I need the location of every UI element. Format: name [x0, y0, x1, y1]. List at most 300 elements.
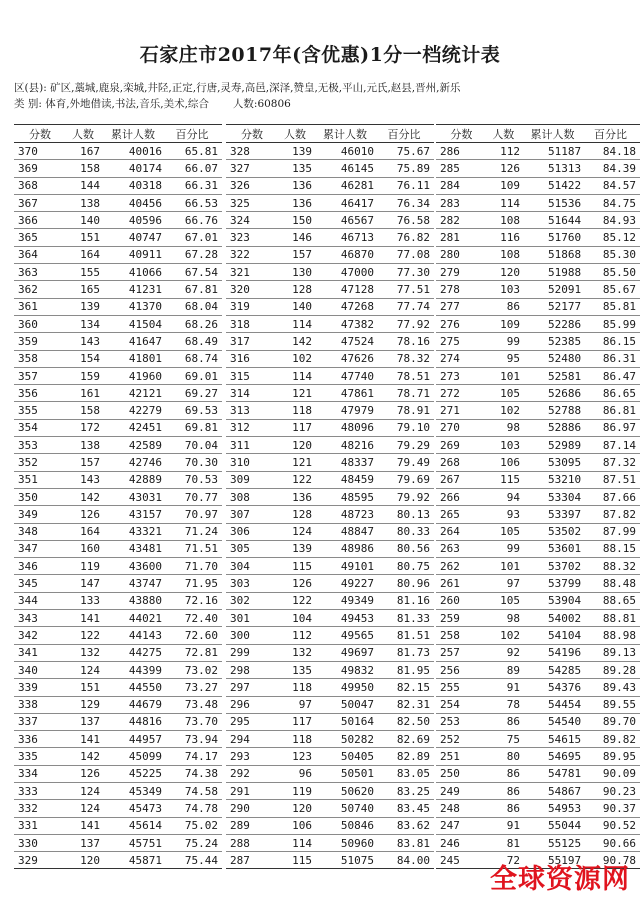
cell-cumulative: 51988: [522, 264, 583, 281]
cell-score: 303: [226, 575, 276, 592]
cell-score: 284: [436, 177, 485, 194]
cell-percent: 70.04: [164, 437, 222, 454]
table-row: [226, 143, 434, 160]
cell-percent: 69.27: [164, 385, 222, 402]
cell-count: 94: [485, 488, 522, 505]
cell-score: 288: [226, 834, 276, 851]
table-row: [436, 782, 640, 799]
cell-count: 140: [64, 212, 102, 229]
cell-score: 262: [436, 558, 485, 575]
cell-score: 348: [14, 523, 64, 540]
cell-score: 272: [436, 385, 485, 402]
cell-count: 119: [64, 558, 102, 575]
cell-score: 292: [226, 765, 276, 782]
cell-cumulative: 49227: [314, 575, 376, 592]
cell-cumulative: 46010: [314, 143, 376, 160]
cell-percent: 79.49: [376, 454, 434, 471]
cell-cumulative: 47524: [314, 333, 376, 350]
header-percent: 百分比: [583, 125, 640, 143]
cell-cumulative: 45871: [102, 852, 164, 869]
cell-count: 142: [64, 748, 102, 765]
cell-percent: 83.05: [376, 765, 434, 782]
cell-percent: 73.27: [164, 679, 222, 696]
cell-percent: 83.62: [376, 817, 434, 834]
cell-count: 102: [485, 627, 522, 644]
cell-score: 325: [226, 194, 276, 211]
cell-count: 137: [64, 834, 102, 851]
table-row: [14, 385, 222, 402]
cell-cumulative: 41231: [102, 281, 164, 298]
cell-percent: 78.32: [376, 350, 434, 367]
cell-cumulative: 52286: [522, 315, 583, 332]
cell-count: 118: [276, 402, 314, 419]
cell-score: 295: [226, 713, 276, 730]
cell-count: 114: [276, 834, 314, 851]
table-row: [226, 229, 434, 246]
score-table-left: [14, 124, 222, 869]
cell-score: 357: [14, 367, 64, 384]
cell-score: 337: [14, 713, 64, 730]
cell-count: 118: [276, 731, 314, 748]
cell-percent: 71.51: [164, 540, 222, 557]
cell-cumulative: 47740: [314, 367, 376, 384]
cell-cumulative: 52989: [522, 437, 583, 454]
cell-score: 329: [14, 852, 64, 869]
cell-percent: 66.53: [164, 194, 222, 211]
cell-percent: 72.60: [164, 627, 222, 644]
table-row: [436, 696, 640, 713]
cell-score: 293: [226, 748, 276, 765]
cell-percent: 66.07: [164, 160, 222, 177]
cell-score: 247: [436, 817, 485, 834]
table-row: [226, 644, 434, 661]
header-cumulative: 累计人数: [314, 125, 376, 143]
cell-percent: 85.67: [583, 281, 640, 298]
cell-score: 245: [436, 852, 485, 869]
cell-percent: 71.24: [164, 523, 222, 540]
cell-cumulative: 52686: [522, 385, 583, 402]
cell-score: 268: [436, 454, 485, 471]
cell-score: 326: [226, 177, 276, 194]
table-row: [226, 385, 434, 402]
cell-count: 105: [485, 385, 522, 402]
table-row: [226, 575, 434, 592]
table-row: [14, 229, 222, 246]
cell-score: 324: [226, 212, 276, 229]
cell-cumulative: 45225: [102, 765, 164, 782]
cell-score: 323: [226, 229, 276, 246]
table-row: [226, 367, 434, 384]
table-row: [436, 437, 640, 454]
cell-percent: 84.57: [583, 177, 640, 194]
cell-cumulative: 54781: [522, 765, 583, 782]
cell-cumulative: 46567: [314, 212, 376, 229]
cell-percent: 77.51: [376, 281, 434, 298]
cell-cumulative: 48723: [314, 506, 376, 523]
cell-cumulative: 50164: [314, 713, 376, 730]
cell-percent: 82.50: [376, 713, 434, 730]
cell-percent: 68.04: [164, 298, 222, 315]
cell-percent: 74.58: [164, 782, 222, 799]
cell-percent: 79.69: [376, 471, 434, 488]
cell-cumulative: 47128: [314, 281, 376, 298]
cell-score: 306: [226, 523, 276, 540]
cell-score: 352: [14, 454, 64, 471]
cell-score: 359: [14, 333, 64, 350]
cell-percent: 78.16: [376, 333, 434, 350]
cell-percent: 90.66: [583, 834, 640, 851]
cell-count: 120: [64, 852, 102, 869]
cell-score: 254: [436, 696, 485, 713]
cell-count: 140: [276, 298, 314, 315]
cell-count: 117: [276, 713, 314, 730]
table-row: [14, 264, 222, 281]
cell-count: 122: [64, 627, 102, 644]
cell-cumulative: 54376: [522, 679, 583, 696]
cell-percent: 89.28: [583, 661, 640, 678]
cell-cumulative: 51313: [522, 160, 583, 177]
cell-percent: 88.65: [583, 592, 640, 609]
cell-score: 258: [436, 627, 485, 644]
cell-cumulative: 44275: [102, 644, 164, 661]
cell-percent: 82.89: [376, 748, 434, 765]
cell-percent: 68.74: [164, 350, 222, 367]
table-row: [436, 592, 640, 609]
cell-cumulative: 46145: [314, 160, 376, 177]
cell-count: 101: [485, 558, 522, 575]
cell-score: 312: [226, 419, 276, 436]
cell-count: 154: [64, 350, 102, 367]
table-row: [226, 488, 434, 505]
cell-cumulative: 54615: [522, 731, 583, 748]
table-row: [226, 160, 434, 177]
cell-cumulative: 43321: [102, 523, 164, 540]
cell-percent: 83.45: [376, 800, 434, 817]
cell-cumulative: 54104: [522, 627, 583, 644]
cell-cumulative: 44816: [102, 713, 164, 730]
cell-count: 172: [64, 419, 102, 436]
table-row: [226, 212, 434, 229]
table-row: [436, 385, 640, 402]
cell-percent: 86.65: [583, 385, 640, 402]
cell-count: 134: [64, 315, 102, 332]
cell-cumulative: 53601: [522, 540, 583, 557]
cell-score: 338: [14, 696, 64, 713]
cell-percent: 76.34: [376, 194, 434, 211]
cell-score: 311: [226, 437, 276, 454]
table-row: [14, 644, 222, 661]
score-table-middle: [226, 124, 434, 869]
header-percent: 百分比: [164, 125, 222, 143]
cell-percent: 89.95: [583, 748, 640, 765]
cell-count: 138: [64, 437, 102, 454]
cell-cumulative: 49832: [314, 661, 376, 678]
table-row: [14, 696, 222, 713]
header-score: 分数: [436, 125, 485, 143]
cell-count: 92: [485, 644, 522, 661]
table-row: [436, 765, 640, 782]
cell-score: 249: [436, 782, 485, 799]
cell-cumulative: 54695: [522, 748, 583, 765]
cell-score: 314: [226, 385, 276, 402]
cell-percent: 72.40: [164, 610, 222, 627]
cell-score: 342: [14, 627, 64, 644]
cell-cumulative: 49101: [314, 558, 376, 575]
cell-count: 157: [276, 246, 314, 263]
table-row: [436, 402, 640, 419]
cell-cumulative: 48337: [314, 454, 376, 471]
cell-percent: 77.92: [376, 315, 434, 332]
cell-score: 285: [436, 160, 485, 177]
cell-score: 299: [226, 644, 276, 661]
table-row: [226, 696, 434, 713]
cell-count: 158: [64, 402, 102, 419]
cell-score: 367: [14, 194, 64, 211]
cell-cumulative: 48096: [314, 419, 376, 436]
cell-score: 255: [436, 679, 485, 696]
cell-cumulative: 52886: [522, 419, 583, 436]
table-row: [436, 194, 640, 211]
cell-score: 309: [226, 471, 276, 488]
header-cumulative: 累计人数: [102, 125, 164, 143]
cell-cumulative: 49565: [314, 627, 376, 644]
cell-score: 363: [14, 264, 64, 281]
cell-count: 124: [64, 661, 102, 678]
cell-score: 364: [14, 246, 64, 263]
cell-score: 274: [436, 350, 485, 367]
cell-score: 300: [226, 627, 276, 644]
cell-count: 155: [64, 264, 102, 281]
cell-cumulative: 51187: [522, 143, 583, 160]
cell-score: 332: [14, 800, 64, 817]
cell-percent: 80.96: [376, 575, 434, 592]
cell-percent: 85.50: [583, 264, 640, 281]
table-row: [14, 523, 222, 540]
cell-count: 98: [485, 610, 522, 627]
cell-score: 271: [436, 402, 485, 419]
cell-cumulative: 53502: [522, 523, 583, 540]
cell-cumulative: 48986: [314, 540, 376, 557]
table-row: [226, 817, 434, 834]
cell-percent: 71.95: [164, 575, 222, 592]
cell-cumulative: 48847: [314, 523, 376, 540]
cell-percent: 87.14: [583, 437, 640, 454]
header-percent: 百分比: [376, 125, 434, 143]
cell-score: 316: [226, 350, 276, 367]
cell-score: 322: [226, 246, 276, 263]
cell-cumulative: 40174: [102, 160, 164, 177]
cell-score: 307: [226, 506, 276, 523]
cell-cumulative: 43880: [102, 592, 164, 609]
cell-cumulative: 41504: [102, 315, 164, 332]
cell-score: 321: [226, 264, 276, 281]
cell-score: 353: [14, 437, 64, 454]
cell-cumulative: 47626: [314, 350, 376, 367]
cell-cumulative: 41370: [102, 298, 164, 315]
cell-count: 158: [64, 160, 102, 177]
table-row: [436, 540, 640, 557]
table-row: [436, 610, 640, 627]
cell-cumulative: 47382: [314, 315, 376, 332]
table-row: [436, 471, 640, 488]
table-row: [226, 471, 434, 488]
cell-cumulative: 51760: [522, 229, 583, 246]
table-row: [226, 194, 434, 211]
table-row: [436, 298, 640, 315]
cell-percent: 74.78: [164, 800, 222, 817]
header-count: 人数: [485, 125, 522, 143]
cell-score: 251: [436, 748, 485, 765]
cell-score: 318: [226, 315, 276, 332]
table-row: [226, 402, 434, 419]
page-title: 石家庄市2017年(含优惠)1分一档统计表: [139, 44, 501, 66]
cell-percent: 87.32: [583, 454, 640, 471]
cell-count: 143: [64, 471, 102, 488]
table-row: [226, 506, 434, 523]
cell-percent: 77.74: [376, 298, 434, 315]
cell-score: 368: [14, 177, 64, 194]
cell-count: 133: [64, 592, 102, 609]
cell-count: 103: [485, 281, 522, 298]
table-row: [436, 367, 640, 384]
cell-percent: 83.25: [376, 782, 434, 799]
table-row: [436, 281, 640, 298]
cell-score: 331: [14, 817, 64, 834]
cell-cumulative: 44679: [102, 696, 164, 713]
table-row: [436, 264, 640, 281]
category-line: [14, 96, 626, 112]
cell-count: 126: [64, 765, 102, 782]
cell-percent: 89.55: [583, 696, 640, 713]
cell-count: 116: [485, 229, 522, 246]
cell-percent: 90.78: [583, 852, 640, 869]
cell-percent: 75.24: [164, 834, 222, 851]
table-row: [14, 350, 222, 367]
table-row: [14, 679, 222, 696]
cell-percent: 85.30: [583, 246, 640, 263]
cell-count: 164: [64, 246, 102, 263]
cell-cumulative: 51422: [522, 177, 583, 194]
cell-percent: 80.56: [376, 540, 434, 557]
table-row: [14, 471, 222, 488]
cell-count: 139: [276, 540, 314, 557]
cell-score: 346: [14, 558, 64, 575]
table-row: [14, 558, 222, 575]
cell-cumulative: 46417: [314, 194, 376, 211]
cell-cumulative: 40911: [102, 246, 164, 263]
cell-percent: 70.97: [164, 506, 222, 523]
cell-count: 122: [276, 471, 314, 488]
table-row: [436, 229, 640, 246]
cell-percent: 78.51: [376, 367, 434, 384]
cell-cumulative: 44550: [102, 679, 164, 696]
cell-percent: 84.39: [583, 160, 640, 177]
cell-percent: 69.53: [164, 402, 222, 419]
table-row: [436, 454, 640, 471]
cell-percent: 89.70: [583, 713, 640, 730]
cell-count: 164: [64, 523, 102, 540]
table-row: [436, 817, 640, 834]
cell-score: 263: [436, 540, 485, 557]
cell-count: 151: [64, 679, 102, 696]
cell-cumulative: 50501: [314, 765, 376, 782]
cell-cumulative: 50740: [314, 800, 376, 817]
cell-cumulative: 49349: [314, 592, 376, 609]
cell-count: 121: [276, 454, 314, 471]
cell-percent: 81.95: [376, 661, 434, 678]
table-row: [14, 852, 222, 869]
table-row: [436, 627, 640, 644]
cell-score: 276: [436, 315, 485, 332]
cell-count: 114: [276, 367, 314, 384]
cell-count: 159: [64, 367, 102, 384]
cell-count: 97: [485, 575, 522, 592]
cell-cumulative: 42889: [102, 471, 164, 488]
cell-count: 95: [485, 350, 522, 367]
cell-percent: 85.81: [583, 298, 640, 315]
cell-cumulative: 42451: [102, 419, 164, 436]
cell-count: 86: [485, 782, 522, 799]
cell-count: 124: [64, 800, 102, 817]
cell-cumulative: 48216: [314, 437, 376, 454]
cell-cumulative: 50960: [314, 834, 376, 851]
cell-cumulative: 54540: [522, 713, 583, 730]
cell-score: 313: [226, 402, 276, 419]
cell-count: 103: [485, 437, 522, 454]
cell-score: 280: [436, 246, 485, 263]
table-row: [436, 143, 640, 160]
cell-score: 270: [436, 419, 485, 436]
table-row: [14, 143, 222, 160]
cell-count: 135: [276, 160, 314, 177]
cell-score: 334: [14, 765, 64, 782]
cell-cumulative: 50047: [314, 696, 376, 713]
cell-cumulative: 45349: [102, 782, 164, 799]
table-row: [436, 419, 640, 436]
cell-percent: 67.01: [164, 229, 222, 246]
region-line: 区(县): 矿区,藁城,鹿泉,栾城,井陉,正定,行唐,灵寿,高邑,深泽,赞皇,无极,平山,元氏,赵县,晋州,新乐: [14, 82, 461, 94]
cell-cumulative: 54454: [522, 696, 583, 713]
cell-count: 86: [485, 765, 522, 782]
cell-count: 132: [276, 644, 314, 661]
cell-percent: 72.16: [164, 592, 222, 609]
cell-percent: 75.44: [164, 852, 222, 869]
cell-percent: 85.12: [583, 229, 640, 246]
table-row: [14, 817, 222, 834]
cell-count: 124: [64, 782, 102, 799]
cell-percent: 89.82: [583, 731, 640, 748]
cell-count: 115: [276, 558, 314, 575]
table-row: [436, 333, 640, 350]
table-row: [226, 731, 434, 748]
cell-count: 151: [64, 229, 102, 246]
cell-percent: 73.48: [164, 696, 222, 713]
cell-score: 360: [14, 315, 64, 332]
cell-score: 330: [14, 834, 64, 851]
cell-percent: 77.30: [376, 264, 434, 281]
cell-percent: 88.32: [583, 558, 640, 575]
cell-percent: 76.11: [376, 177, 434, 194]
table-row: [226, 246, 434, 263]
table-row: [14, 437, 222, 454]
cell-cumulative: 41960: [102, 367, 164, 384]
table-row: [14, 246, 222, 263]
cell-percent: 75.67: [376, 143, 434, 160]
table-row: [14, 177, 222, 194]
table-row: [226, 298, 434, 315]
cell-cumulative: 44021: [102, 610, 164, 627]
cell-score: 302: [226, 592, 276, 609]
